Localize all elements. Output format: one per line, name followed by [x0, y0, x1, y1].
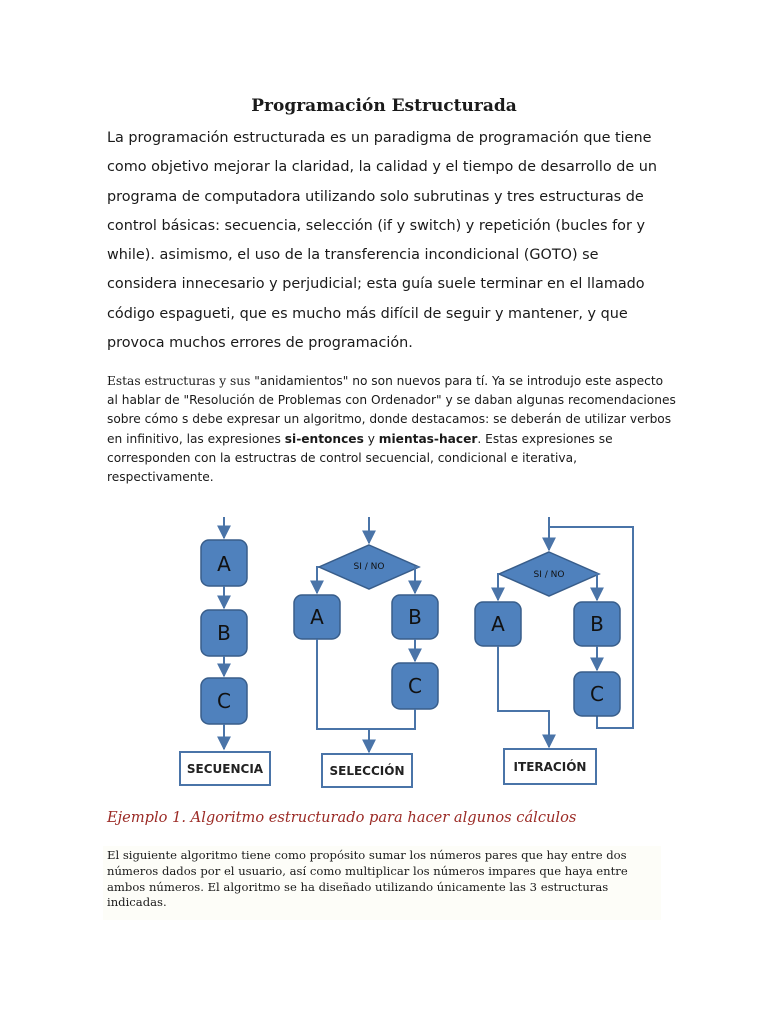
iteracion-label: ITERACIÓN [513, 760, 587, 774]
seleccion-label: SELECCIÓN [329, 764, 405, 778]
iteracion-box-c-label: C [590, 682, 604, 706]
example-heading: Ejemplo 1. Algoritmo estructurado para hacer algunos cálculos [107, 809, 577, 826]
keyword-si-entonces: si-entonces [284, 431, 364, 446]
seleccion-box-b-label: B [408, 605, 422, 629]
structures-paragraph-text-3: . Estas expresiones se corresponden con la estructras de control secuencial, condicional e iterativa, respectivamente. [107, 431, 613, 485]
seleccion-box-a-label: A [310, 605, 324, 629]
secuencia-box-b-label: B [217, 621, 231, 645]
structures-paragraph-lead: Estas estructuras y sus [107, 374, 251, 388]
iteracion-diagram [475, 517, 633, 784]
arrow [498, 574, 499, 600]
arrow [317, 567, 319, 593]
control-structures-diagram [160, 505, 650, 795]
example-paragraph: El siguiente algoritmo tiene como propósito sumar los números pares que hay entre dos números dados por el usuario, así como multiplicar los números impares que haya entre ambos números. El algoritmo se ha diseñado utilizando únicamente las 3 estructuras indicadas. [103, 846, 661, 920]
seleccion-box-c-label: C [408, 674, 422, 698]
secuencia-diagram [180, 517, 270, 785]
seleccion-decision-label: SI / NO [353, 562, 385, 572]
arrow [597, 574, 599, 600]
keyword-mientas-hacer: mientas-hacer [378, 431, 478, 446]
iteracion-decision-label: SI / NO [533, 570, 565, 580]
iteracion-box-b-label: B [590, 612, 604, 636]
arrow [415, 567, 419, 593]
iteracion-box-a-label: A [491, 612, 505, 636]
structures-paragraph [107, 372, 677, 487]
structures-paragraph-text-2: y [363, 431, 379, 446]
seleccion-diagram [294, 517, 438, 787]
secuencia-box-c-label: C [217, 689, 231, 713]
secuencia-label: SECUENCIA [186, 762, 264, 776]
page-title: Programación Estructurada [251, 96, 517, 116]
secuencia-box-a-label: A [217, 552, 231, 576]
arrow [498, 646, 549, 747]
structures-paragraph-text: "anidamientos" no son nuevos para tí. Ya se introdujo este aspecto al hablar de "Resolución de Problemas con Ordenador" y se daban algunas recomendaciones sobre cómo s debe expresar un algoritmo, donde destacamos: se deberán de utilizar verbos en infinitivo, las expresiones [107, 374, 676, 446]
intro-paragraph: La programación estructurada es un paradigma de programación que tiene como objetivo mejorar la claridad, la calidad y el tiempo de desarrollo de un programa de computadora utilizando solo subrutinas y tres estructuras de control básicas: secuencia, selección (if y switch) y repetición (bucles for y while). asimismo, el uso de la transferencia incondicional (GOTO) se considera innecesario y perjudicial; esta guía suele terminar en el llamado código espagueti, que es mucho más difícil de seguir y mantener, y que provoca muchos errores de programación. [107, 130, 658, 352]
